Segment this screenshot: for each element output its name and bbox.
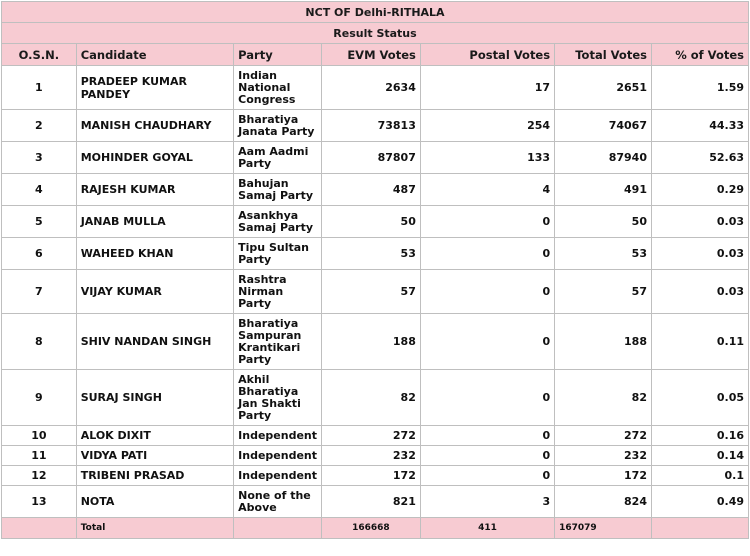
row-osn: 8 xyxy=(2,314,76,369)
result-table xyxy=(1,1,749,539)
row-percent-votes: 0.05 xyxy=(652,370,748,425)
row-osn: 4 xyxy=(2,174,76,205)
header-total-votes: Total Votes xyxy=(555,44,651,65)
row-candidate: SURAJ SINGH xyxy=(77,370,233,425)
table-row xyxy=(2,238,748,269)
row-evm-votes: 50 xyxy=(322,206,420,237)
totals-postal-votes: 411 xyxy=(421,518,554,538)
row-total-votes: 87940 xyxy=(555,142,651,173)
row-osn: 13 xyxy=(2,486,76,517)
row-party: Asankhya Samaj Party xyxy=(234,206,321,237)
table-row xyxy=(2,314,748,369)
row-candidate: NOTA xyxy=(77,486,233,517)
row-candidate: VIDYA PATI xyxy=(77,446,233,465)
row-evm-votes: 172 xyxy=(322,466,420,485)
row-osn: 1 xyxy=(2,66,76,109)
row-party: Bahujan Samaj Party xyxy=(234,174,321,205)
row-osn: 7 xyxy=(2,270,76,313)
row-evm-votes: 272 xyxy=(322,426,420,445)
row-party: Indian National Congress xyxy=(234,66,321,109)
row-party: Independent xyxy=(234,466,321,485)
totals-label: Total xyxy=(77,518,233,538)
row-candidate: RAJESH KUMAR xyxy=(77,174,233,205)
row-party: Akhil Bharatiya Jan Shakti Party xyxy=(234,370,321,425)
row-evm-votes: 821 xyxy=(322,486,420,517)
row-total-votes: 232 xyxy=(555,446,651,465)
row-party: Independent xyxy=(234,426,321,445)
row-evm-votes: 73813 xyxy=(322,110,420,141)
header-evm-votes: EVM Votes xyxy=(322,44,420,65)
row-percent-votes: 52.63 xyxy=(652,142,748,173)
row-total-votes: 272 xyxy=(555,426,651,445)
table-row xyxy=(2,142,748,173)
row-total-votes: 57 xyxy=(555,270,651,313)
row-postal-votes: 0 xyxy=(421,314,554,369)
row-party: Independent xyxy=(234,446,321,465)
row-party: Tipu Sultan Party xyxy=(234,238,321,269)
result-status-heading: Result Status xyxy=(2,23,748,43)
row-postal-votes: 0 xyxy=(421,446,554,465)
row-postal-votes: 0 xyxy=(421,370,554,425)
row-percent-votes: 0.11 xyxy=(652,314,748,369)
row-evm-votes: 487 xyxy=(322,174,420,205)
status-row xyxy=(2,23,748,43)
row-percent-votes: 0.49 xyxy=(652,486,748,517)
table-row xyxy=(2,426,748,445)
row-candidate: SHIV NANDAN SINGH xyxy=(77,314,233,369)
row-osn: 3 xyxy=(2,142,76,173)
row-postal-votes: 133 xyxy=(421,142,554,173)
row-total-votes: 53 xyxy=(555,238,651,269)
title-row xyxy=(2,2,748,22)
row-total-votes: 172 xyxy=(555,466,651,485)
row-total-votes: 82 xyxy=(555,370,651,425)
row-postal-votes: 0 xyxy=(421,426,554,445)
table-row xyxy=(2,110,748,141)
row-postal-votes: 0 xyxy=(421,466,554,485)
table-row xyxy=(2,446,748,465)
row-evm-votes: 87807 xyxy=(322,142,420,173)
row-postal-votes: 254 xyxy=(421,110,554,141)
row-percent-votes: 1.59 xyxy=(652,66,748,109)
row-candidate: PRADEEP KUMAR PANDEY xyxy=(77,66,233,109)
row-party: Aam Aadmi Party xyxy=(234,142,321,173)
row-percent-votes: 0.03 xyxy=(652,270,748,313)
row-evm-votes: 53 xyxy=(322,238,420,269)
row-percent-votes: 0.14 xyxy=(652,446,748,465)
row-party: Bharatiya Janata Party xyxy=(234,110,321,141)
row-total-votes: 74067 xyxy=(555,110,651,141)
row-postal-votes: 0 xyxy=(421,270,554,313)
table-row xyxy=(2,174,748,205)
totals-row xyxy=(2,518,748,538)
totals-osn-blank xyxy=(2,518,76,538)
totals-percent-blank xyxy=(652,518,748,538)
row-osn: 6 xyxy=(2,238,76,269)
row-osn: 12 xyxy=(2,466,76,485)
row-percent-votes: 0.16 xyxy=(652,426,748,445)
row-percent-votes: 0.03 xyxy=(652,206,748,237)
row-postal-votes: 4 xyxy=(421,174,554,205)
table-row xyxy=(2,270,748,313)
page-title: NCT OF Delhi-RITHALA xyxy=(2,2,748,22)
row-total-votes: 824 xyxy=(555,486,651,517)
row-candidate: MANISH CHAUDHARY xyxy=(77,110,233,141)
table-row xyxy=(2,486,748,517)
row-percent-votes: 0.29 xyxy=(652,174,748,205)
row-evm-votes: 232 xyxy=(322,446,420,465)
totals-evm-votes: 166668 xyxy=(322,518,420,538)
row-total-votes: 2651 xyxy=(555,66,651,109)
row-total-votes: 188 xyxy=(555,314,651,369)
row-osn: 11 xyxy=(2,446,76,465)
header-postal-votes: Postal Votes xyxy=(421,44,554,65)
row-party: None of the Above xyxy=(234,486,321,517)
row-osn: 2 xyxy=(2,110,76,141)
row-candidate: VIJAY KUMAR xyxy=(77,270,233,313)
row-candidate: ALOK DIXIT xyxy=(77,426,233,445)
row-evm-votes: 2634 xyxy=(322,66,420,109)
row-candidate: WAHEED KHAN xyxy=(77,238,233,269)
header-osn: O.S.N. xyxy=(2,44,76,65)
header-percent-votes: % of Votes xyxy=(652,44,748,65)
row-evm-votes: 188 xyxy=(322,314,420,369)
row-percent-votes: 0.03 xyxy=(652,238,748,269)
row-postal-votes: 3 xyxy=(421,486,554,517)
row-percent-votes: 44.33 xyxy=(652,110,748,141)
header-candidate: Candidate xyxy=(77,44,233,65)
row-percent-votes: 0.1 xyxy=(652,466,748,485)
row-postal-votes: 0 xyxy=(421,206,554,237)
row-candidate: TRIBENI PRASAD xyxy=(77,466,233,485)
row-candidate: JANAB MULLA xyxy=(77,206,233,237)
row-party: Bharatiya Sampuran Krantikari Party xyxy=(234,314,321,369)
table-row xyxy=(2,466,748,485)
table-row xyxy=(2,66,748,109)
row-osn: 9 xyxy=(2,370,76,425)
row-osn: 10 xyxy=(2,426,76,445)
row-postal-votes: 0 xyxy=(421,238,554,269)
table-row xyxy=(2,206,748,237)
totals-party-blank xyxy=(234,518,321,538)
row-total-votes: 491 xyxy=(555,174,651,205)
row-candidate: MOHINDER GOYAL xyxy=(77,142,233,173)
row-osn: 5 xyxy=(2,206,76,237)
row-total-votes: 50 xyxy=(555,206,651,237)
totals-total-votes: 167079 xyxy=(555,518,651,538)
row-party: Rashtra Nirman Party xyxy=(234,270,321,313)
header-row xyxy=(2,44,748,65)
header-party: Party xyxy=(234,44,321,65)
row-evm-votes: 57 xyxy=(322,270,420,313)
table-row xyxy=(2,370,748,425)
row-evm-votes: 82 xyxy=(322,370,420,425)
row-postal-votes: 17 xyxy=(421,66,554,109)
